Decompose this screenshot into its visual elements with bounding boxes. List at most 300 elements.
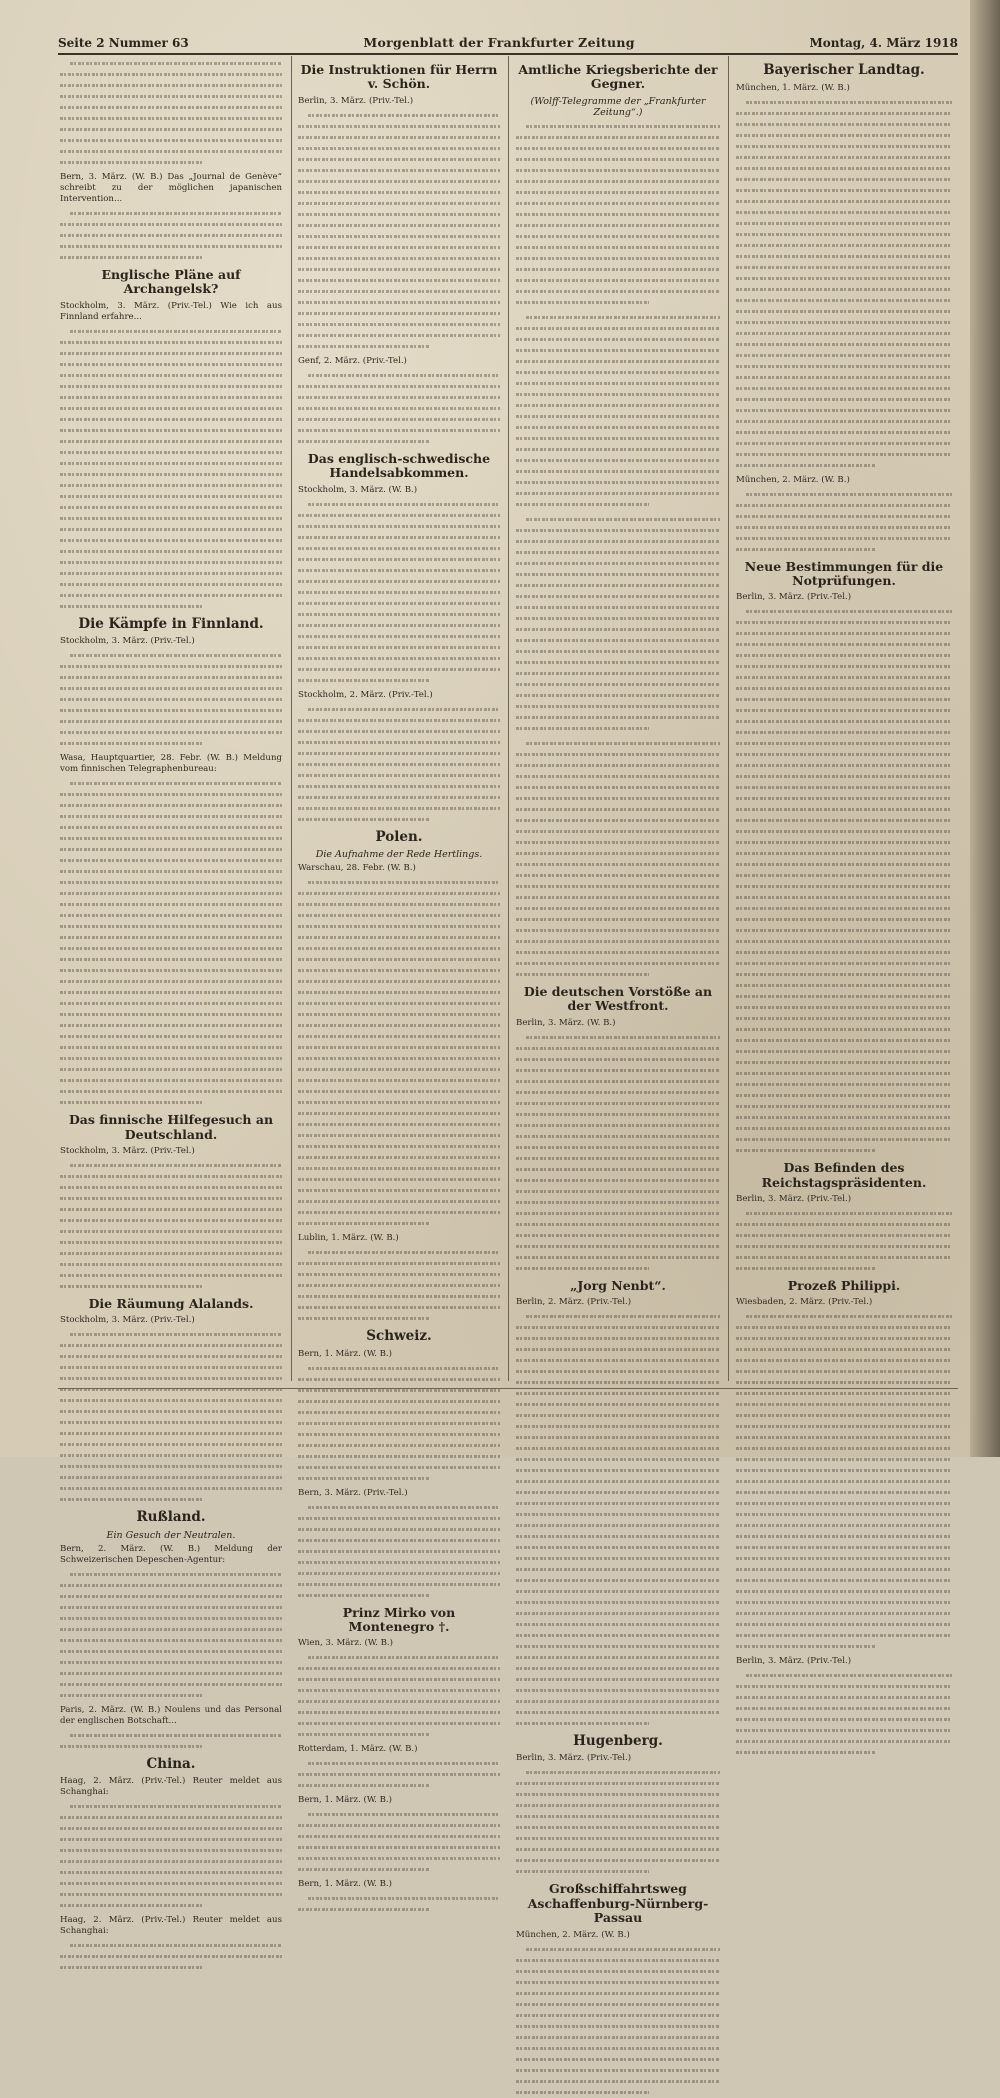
text-line: [516, 936, 720, 947]
text-line: [298, 976, 500, 987]
text-line: [736, 416, 952, 427]
text-line: [516, 848, 720, 859]
text-line: [516, 580, 720, 591]
text-line: [736, 1670, 952, 1681]
body-text-block: [298, 704, 500, 825]
text-line: [60, 1182, 282, 1193]
text-line: [298, 436, 500, 447]
text-line: [60, 557, 282, 568]
text-line: [516, 1663, 720, 1674]
body-text-block: [298, 1809, 500, 1875]
text-line: [516, 837, 720, 848]
text-line: [516, 297, 720, 308]
text-line: [736, 1681, 952, 1692]
text-line: [736, 1586, 952, 1597]
text-line: [298, 370, 500, 381]
text-line: [736, 306, 952, 317]
text-line: [516, 859, 720, 870]
text-line: [298, 1546, 500, 1557]
text-line: [60, 1226, 282, 1237]
text-line: [516, 231, 720, 242]
text-line: [736, 1498, 952, 1509]
text-line: [516, 1366, 720, 1377]
text-line: [60, 683, 282, 694]
article-heading: Großschiffahrtsweg Aschaffenburg-Nürnberg-Passau: [527, 1881, 709, 1926]
text-line: [516, 1087, 720, 1098]
text-line: [516, 345, 720, 356]
text-line: [736, 1641, 952, 1652]
text-line: [736, 218, 952, 229]
text-line: [298, 1524, 500, 1535]
text-line: [516, 253, 720, 264]
dateline-paragraph: Stockholm, 3. März. (W. B.): [298, 484, 418, 495]
text-line: [516, 488, 720, 499]
text-line: [516, 334, 720, 345]
article-heading: Prozeß Philippi.: [787, 1278, 901, 1294]
text-line: [298, 565, 500, 576]
text-line: [516, 925, 720, 936]
text-line: [298, 381, 500, 392]
text-line: [60, 1900, 282, 1911]
article-heading: Die Kämpfe in Finnland.: [78, 615, 264, 632]
text-line: [736, 361, 952, 372]
text-line: [516, 1076, 720, 1087]
text-line: [516, 1230, 720, 1241]
text-line: [516, 903, 720, 914]
text-line: [298, 1904, 500, 1915]
article-heading: Amtliche Kriegsberichte der Gegner.: [518, 62, 718, 92]
text-line: [516, 477, 720, 488]
text-line: [60, 1417, 282, 1428]
text-line: [298, 198, 500, 209]
text-line: [298, 425, 500, 436]
body-text-block: [516, 1311, 720, 1729]
text-line: [516, 1630, 720, 1641]
text-line: [516, 1219, 720, 1230]
body-text-block: [736, 1311, 952, 1652]
text-line: [516, 1977, 720, 1988]
text-line: [736, 1703, 952, 1714]
text-line: [60, 1867, 282, 1878]
body-text-block: [298, 1652, 500, 1740]
text-line: [736, 350, 952, 361]
text-line: [298, 642, 500, 653]
text-line: [736, 1002, 952, 1013]
text-line: [736, 119, 952, 130]
page-binding-edge: [970, 0, 1000, 1457]
dateline-paragraph: Berlin, 3. März. (W. B.): [516, 1017, 616, 1028]
text-line: [60, 954, 282, 965]
text-line: [516, 1652, 720, 1663]
text-line: [60, 1160, 282, 1171]
text-line: [736, 500, 952, 511]
text-line: [60, 1086, 282, 1097]
body-text-block: [298, 499, 500, 686]
text-line: [516, 1498, 720, 1509]
text-line: [516, 1778, 720, 1789]
text-line: [298, 1579, 500, 1590]
text-line: [516, 198, 720, 209]
text-line: [298, 319, 500, 330]
text-line: [736, 438, 952, 449]
text-line: [298, 1130, 500, 1141]
text-line: [736, 1619, 952, 1630]
text-line: [298, 888, 500, 899]
text-line: [298, 1707, 500, 1718]
text-line: [298, 1842, 500, 1853]
text-line: [736, 251, 952, 262]
text-line: [516, 411, 720, 422]
text-line: [516, 1866, 720, 1877]
text-line: [516, 154, 720, 165]
body-text-block: [298, 1502, 500, 1601]
text-line: [60, 1940, 282, 1951]
text-line: [516, 969, 720, 980]
text-line: [516, 793, 720, 804]
body-text-block: [516, 1032, 720, 1274]
text-line: [516, 499, 720, 510]
text-line: [516, 242, 720, 253]
text-line: [60, 568, 282, 579]
text-line: [298, 297, 500, 308]
text-line: [298, 1141, 500, 1152]
text-line: [736, 628, 952, 639]
text-line: [298, 1302, 500, 1313]
text-line: [298, 1535, 500, 1546]
text-line: [516, 1311, 720, 1322]
text-line: [516, 444, 720, 455]
article-heading: Die Instruktionen für Herrn v. Schön.: [300, 62, 498, 92]
text-line: [60, 80, 282, 91]
text-line: [516, 613, 720, 624]
text-line: [736, 1725, 952, 1736]
text-line: [736, 1465, 952, 1476]
text-line: [736, 1219, 952, 1230]
text-line: [516, 1767, 720, 1778]
text-line: [60, 661, 282, 672]
text-line: [736, 1692, 952, 1703]
text-line: [516, 1142, 720, 1153]
text-line: [516, 1333, 720, 1344]
text-line: [516, 1175, 720, 1186]
text-line: [60, 1613, 282, 1624]
text-line: [298, 341, 500, 352]
text-line: [298, 1820, 500, 1831]
body-text-block: [60, 1940, 282, 1973]
text-line: [60, 208, 282, 219]
text-line: [60, 1439, 282, 1450]
text-line: [60, 822, 282, 833]
text-line: [60, 524, 282, 535]
text-line: [516, 514, 720, 525]
text-line: [736, 1079, 952, 1090]
text-line: [298, 899, 500, 910]
text-line: [60, 1962, 282, 1973]
text-line: [736, 1123, 952, 1134]
text-line: [736, 405, 952, 416]
text-line: [298, 1758, 500, 1769]
text-line: [298, 609, 500, 620]
text-line: [298, 631, 500, 642]
text-line: [736, 1630, 952, 1641]
dateline-paragraph: Wiesbaden, 2. März. (Priv.-Tel.): [736, 1297, 873, 1308]
text-line: [516, 712, 720, 723]
text-line: [298, 1663, 500, 1674]
text-line: [736, 903, 952, 914]
text-line: [298, 231, 500, 242]
column-3: [516, 58, 720, 1940]
text-line: [60, 1569, 282, 1580]
text-line: [516, 2043, 720, 2054]
text-line: [516, 646, 720, 657]
text-line: [736, 1112, 952, 1123]
text-line: [736, 1090, 952, 1101]
text-line: [60, 348, 282, 359]
body-text-block: [60, 1801, 282, 1911]
text-line: [736, 1564, 952, 1575]
text-line: [60, 705, 282, 716]
text-line: [736, 449, 952, 460]
text-line: [516, 1966, 720, 1977]
body-text-block: [298, 110, 500, 352]
dateline-paragraph: München, 2. März. (W. B.): [516, 1929, 630, 1940]
text-line: [736, 771, 952, 782]
text-line: [298, 1374, 500, 1385]
text-line: [516, 1487, 720, 1498]
text-line: [60, 425, 282, 436]
dateline-paragraph: Bern, 1. März. (W. B.): [298, 1879, 393, 1890]
text-line: [298, 510, 500, 521]
text-line: [298, 1064, 500, 1075]
text-line: [298, 770, 500, 781]
text-line: [516, 2021, 720, 2032]
text-line: [298, 877, 500, 888]
text-line: [298, 165, 500, 176]
text-line: [60, 899, 282, 910]
text-line: [298, 1473, 500, 1484]
article-heading: Schweiz.: [366, 1328, 432, 1345]
issue-date: Montag, 4. März 1918: [809, 36, 958, 50]
text-line: [298, 792, 500, 803]
body-text-block: [298, 1893, 500, 1915]
text-line: [736, 1747, 952, 1758]
text-line: [736, 1608, 952, 1619]
text-line: [298, 987, 500, 998]
text-line: [298, 1590, 500, 1601]
text-line: [736, 914, 952, 925]
text-line: [516, 143, 720, 154]
text-line: [298, 253, 500, 264]
text-line: [516, 1988, 720, 1999]
text-line: [516, 1955, 720, 1966]
text-line: [298, 308, 500, 319]
dateline-paragraph: Berlin, 3. März. (Priv.-Tel.): [736, 1656, 852, 1667]
text-line: [60, 1657, 282, 1668]
text-line: [298, 954, 500, 965]
text-line: [516, 1553, 720, 1564]
text-line: [298, 176, 500, 187]
text-line: [736, 650, 952, 661]
text-line: [736, 716, 952, 727]
text-line: [736, 1241, 952, 1252]
text-line: [298, 1769, 500, 1780]
text-line: [298, 932, 500, 943]
text-line: [298, 664, 500, 675]
text-line: [736, 958, 952, 969]
text-line: [298, 242, 500, 253]
text-line: [60, 337, 282, 348]
text-line: [60, 1602, 282, 1613]
text-line: [516, 690, 720, 701]
text-line: [516, 1999, 720, 2010]
text-line: [60, 491, 282, 502]
text-line: [60, 1329, 282, 1340]
text-line: [736, 782, 952, 793]
text-line: [298, 1718, 500, 1729]
text-line: [60, 1834, 282, 1845]
text-line: [60, 1031, 282, 1042]
column-2: [298, 58, 500, 1890]
text-line: [60, 1259, 282, 1270]
text-line: [516, 2010, 720, 2021]
text-line: [736, 1046, 952, 1057]
text-line: [516, 1608, 720, 1619]
body-text-block: [60, 1569, 282, 1701]
text-line: [60, 789, 282, 800]
text-line: [516, 1208, 720, 1219]
text-line: [736, 427, 952, 438]
column-rule: [728, 56, 729, 1381]
text-line: [516, 815, 720, 826]
text-line: [60, 469, 282, 480]
text-line: [516, 569, 720, 580]
text-line: [516, 1619, 720, 1630]
text-line: [516, 466, 720, 477]
dateline-paragraph: Wasa, Hauptquartier, 28. Febr. (W. B.) Meldung vom finnischen Telegraphenbureau:: [60, 753, 282, 775]
text-line: [60, 1428, 282, 1439]
text-line: [516, 870, 720, 881]
text-line: [736, 815, 952, 826]
text-line: [736, 1311, 952, 1322]
text-line: [298, 715, 500, 726]
text-line: [516, 1263, 720, 1274]
text-line: [60, 727, 282, 738]
text-line: [736, 1366, 952, 1377]
text-line: [298, 121, 500, 132]
text-line: [736, 617, 952, 628]
dateline-paragraph: Stockholm, 3. März. (Priv.-Tel.): [60, 1315, 195, 1326]
text-line: [298, 675, 500, 686]
text-line: [736, 1344, 952, 1355]
text-line: [60, 1064, 282, 1075]
text-line: [736, 980, 952, 991]
text-line: [298, 1031, 500, 1042]
text-line: [736, 394, 952, 405]
article-heading: China.: [146, 1755, 196, 1772]
text-line: [516, 1800, 720, 1811]
article-heading: Die Räumung Alalands.: [88, 1296, 254, 1312]
text-line: [516, 826, 720, 837]
body-text-block: [60, 778, 282, 1108]
text-line: [516, 1542, 720, 1553]
text-line: [298, 1207, 500, 1218]
text-line: [516, 2054, 720, 2065]
text-line: [298, 220, 500, 231]
text-line: [736, 262, 952, 273]
dateline-paragraph: Haag, 2. März. (Priv.-Tel.) Reuter meldet aus Schanghai:: [60, 1776, 282, 1798]
text-line: [298, 1385, 500, 1396]
text-line: [60, 1340, 282, 1351]
dateline-paragraph: Berlin, 3. März. (Priv.-Tel.): [516, 1753, 632, 1764]
text-line: [736, 639, 952, 650]
article-heading: Englische Pläne auf Archangelsk?: [101, 267, 241, 297]
text-line: [60, 1362, 282, 1373]
text-line: [60, 1009, 282, 1020]
text-line: [516, 723, 720, 734]
text-line: [60, 987, 282, 998]
text-line: [736, 295, 952, 306]
text-line: [736, 1509, 952, 1520]
dateline-paragraph: Haag, 2. März. (Priv.-Tel.) Reuter meldet aus Schanghai:: [60, 1915, 282, 1937]
text-line: [516, 165, 720, 176]
text-line: [60, 230, 282, 241]
text-line: [298, 1893, 500, 1904]
text-line: [736, 727, 952, 738]
text-line: [298, 1809, 500, 1820]
text-line: [298, 1009, 500, 1020]
text-line: [516, 220, 720, 231]
text-line: [516, 1944, 720, 1955]
text-line: [516, 525, 720, 536]
text-line: [516, 657, 720, 668]
text-line: [516, 1197, 720, 1208]
text-line: [60, 800, 282, 811]
text-line: [516, 1509, 720, 1520]
text-line: [736, 511, 952, 522]
text-line: [298, 143, 500, 154]
text-line: [298, 1258, 500, 1269]
text-line: [516, 738, 720, 749]
text-line: [298, 921, 500, 932]
text-line: [60, 877, 282, 888]
text-line: [298, 704, 500, 715]
text-line: [298, 781, 500, 792]
page-header: [58, 28, 958, 55]
text-line: [516, 591, 720, 602]
text-line: [736, 1057, 952, 1068]
text-line: [298, 965, 500, 976]
text-line: [516, 2076, 720, 2087]
text-line: [298, 587, 500, 598]
text-line: [516, 400, 720, 411]
body-text-block: [516, 312, 720, 510]
text-line: [736, 991, 952, 1002]
text-line: [298, 814, 500, 825]
dateline-paragraph: München, 1. März. (W. B.): [736, 82, 850, 93]
text-line: [60, 866, 282, 877]
text-line: [736, 152, 952, 163]
text-line: [298, 759, 500, 770]
text-line: [516, 356, 720, 367]
text-line: [736, 1443, 952, 1454]
text-line: [298, 1831, 500, 1842]
article-heading: Bayerischer Landtag.: [763, 62, 925, 78]
text-line: [736, 859, 952, 870]
dateline-paragraph: Stockholm, 3. März. (Priv.-Tel.): [60, 1146, 195, 1157]
text-line: [298, 1363, 500, 1374]
text-line: [60, 716, 282, 727]
text-line: [736, 1355, 952, 1366]
